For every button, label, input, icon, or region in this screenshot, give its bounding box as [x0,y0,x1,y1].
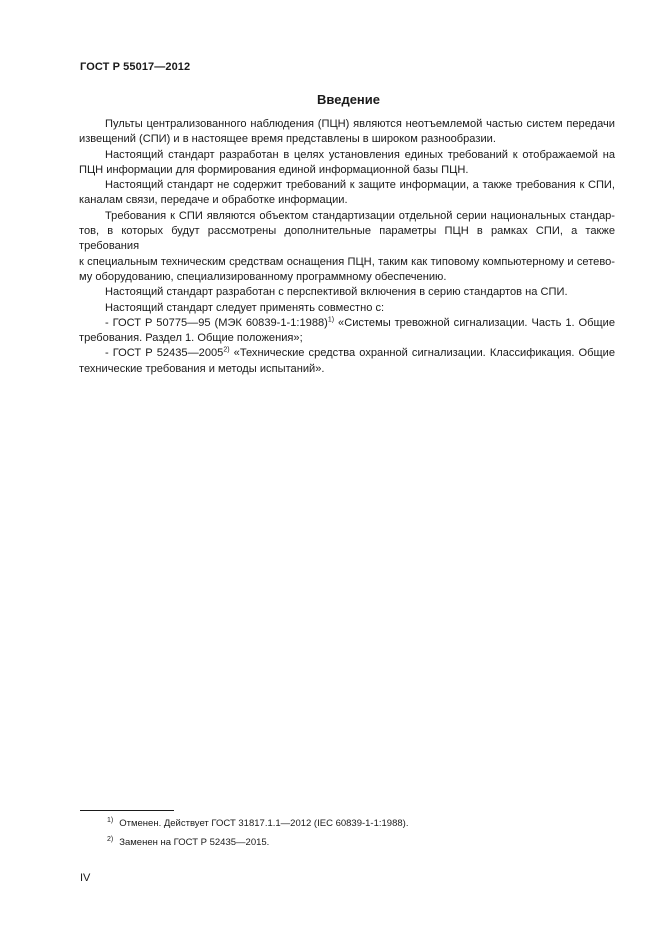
reference-line [79,346,615,361]
text-line: Настоящий стандарт разработан с перспективой включения в серию стандартов на СПИ. [105,286,568,299]
footnote-marker: 2) [223,346,230,354]
document-code: ГОСТ Р 55017—2012 [80,61,191,73]
paragraph-1 [79,117,615,148]
text-line: Требования к СПИ являются объектом стандартизации отдельной серии национальных стандар- [105,209,615,222]
section-title: Введение [317,92,380,107]
reference-line: технические требования и методы испытаний». [79,362,325,375]
text-line: к специальным техническим средствам оснащения ПЦН, таким как типовому компьютерному и сетево- [79,255,615,268]
footnote-1 [107,814,607,833]
page-number: IV [80,872,91,884]
text-line: извещений (СПИ) и в настоящее время представлены в широком разнообразии. [79,133,496,146]
reference-code: - ГОСТ Р 52435—2005 [105,347,224,360]
text-line: каналам связи, передаче и обработке информации. [79,194,348,207]
footnotes [107,814,607,852]
text-line: тов, в которых будут рассмотрены дополнительные параметры ПЦН в рамках СПИ, а также требования [79,225,615,253]
text-line: Настоящий стандарт следует применять совместно с: [105,301,385,314]
footnote-separator [80,810,174,811]
footnote-mark: 1) [107,817,114,824]
paragraph-3 [79,178,615,209]
reference-line [79,316,615,331]
text-line: Пульты централизованного наблюдения (ПЦН) являются неотъемлемой частью систем передачи [105,118,615,130]
paragraph-4 [79,209,615,285]
footnote-mark: 2) [107,836,114,843]
paragraph-2 [79,148,615,179]
body-text [79,117,615,377]
reference-title: «Системы тревожной сигнализации. Часть 1. Общие [334,316,616,329]
reference-item-2 [79,346,615,377]
reference-code: - ГОСТ Р 50775—95 (МЭК 60839-1-1:1988) [105,316,328,329]
reference-item-1 [79,316,615,347]
paragraph-5 [79,285,615,300]
text-line: Настоящий стандарт разработан в целях установления единых требований к отображаемой на [105,148,615,161]
paragraph-6 [79,301,615,316]
footnote-marker: 1) [327,316,335,324]
footnote-text: Заменен на ГОСТ Р 52435—2015. [119,837,270,848]
reference-line: требования. Раздел 1. Общие положения»; [79,332,303,345]
reference-title: «Технические средства охранной сигнализации. Классификация. Общие [229,347,615,360]
footnote-2 [107,833,607,852]
text-line: му оборудованию, специализированному программному обеспечению. [79,270,447,283]
text-line: Настоящий стандарт не содержит требований к защите информации, а также требования к СПИ, [105,179,615,192]
text-line: ПЦН информации для формирования единой информационной базы ПЦН. [79,163,469,176]
footnote-text: Отменен. Действует ГОСТ 31817.1.1—2012 (IEC 60839-1-1:1988). [119,818,409,829]
